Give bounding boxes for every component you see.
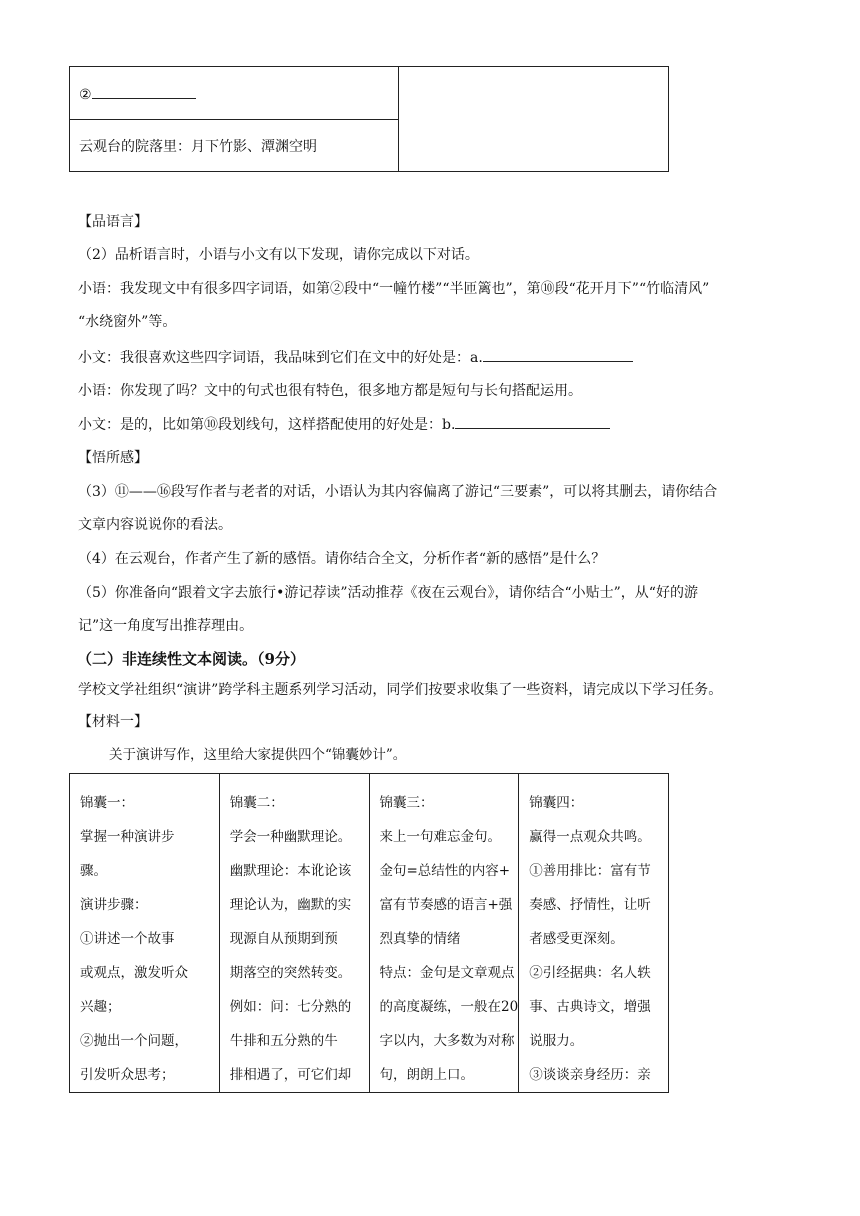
tip-line: 锦囊一： [80,795,134,811]
tip-column-4 [519,774,669,1093]
tip-line: 的高度凝练，一般在20 [379,999,519,1015]
dialogue-text: 小文：我很喜欢这些四字词语，我品味到它们在文中的好处是：a. [78,350,483,366]
section-heading-feeling: 【悟所感】 [78,450,148,466]
part-2-intro: 学校文学社组织“演讲”跨学科主题系列学习活动，同学们按要求收集了一些资料，请完成以下学习任务。 [78,682,723,698]
circled-number: ② [79,86,92,103]
question-3-cont: 文章内容说说你的看法。 [78,517,232,533]
tip-line: ③谈谈亲身经历：亲 [529,1067,651,1083]
tip-line: 烈真挚的情绪 [379,931,461,947]
dialogue-xiaoyu-1-cont: “水绕窗外”等。 [78,314,177,330]
tip-line: 现源自从预期到预 [229,931,338,947]
dialogue-xiaoyu-2: 小语：你发现了吗？文中的句式也很有特色，很多地方都是短句与长句搭配运用。 [78,383,582,399]
tip-line: ①善用排比：富有节 [529,863,651,879]
tip-line: 说服力。 [529,1033,584,1049]
answer-blank[interactable] [92,84,196,99]
dialogue-xiaowen-1 [78,347,633,368]
tip-line: 锦囊四： [529,795,584,811]
tip-line: 排相遇了，可它们却 [229,1067,352,1083]
tip-line: ②抛出一个问题， [80,1033,188,1049]
question-3: （3）⑪——⑯段写作者与老者的对话，小语认为其内容偏离了游记“三要素”，可以将其删去，请你结合 [78,484,718,500]
tip-line: 字以内，大多数为对称 [379,1033,515,1049]
tip-line: 例如：问：七分熟的 [229,999,352,1015]
tip-line: 或观点，激发听众 [80,965,188,981]
tip-line: ①讲述一个故事 [80,931,175,947]
tip-column-3 [369,774,519,1093]
material-1-intro: 关于演讲写作，这里给大家提供四个“锦囊妙计”。 [109,747,407,763]
question-5: （5）你准备向“跟着文字去旅行•游记荐读”活动推荐《夜在云观台》，请你结合“小贴士”，从“好的游 [78,585,698,601]
tip-line: 富有节奏感的语言+强 [379,897,513,913]
tip-line: ②引经据典：名人轶 [529,965,651,981]
tip-line: 赢得一点观众共鸣。 [529,829,651,845]
answer-blank-b[interactable] [455,414,610,429]
tip-line: 锦囊三： [379,795,434,811]
tip-line: 幽默理论：本讹论该 [229,863,352,879]
tips-table [69,773,669,1093]
tip-line: 特点：金句是文章观点 [379,965,515,981]
answer-blank-a[interactable] [483,347,633,362]
tip-line: 锦囊二： [229,795,284,811]
tip-line: 牛排和五分熟的牛 [229,1033,338,1049]
tip-column-2 [219,774,369,1093]
dialogue-xiaowen-2 [78,414,610,435]
tip-line: 理论认为，幽默的实 [229,897,352,913]
question-2-intro: （2）品析语言时，小语与小文有以下发现，请你完成以下对话。 [78,247,479,263]
tip-line: 掌握一种演讲步 [80,829,175,845]
tip-column-1 [70,774,220,1093]
tip-line: 金句=总结性的内容+ [379,863,511,879]
top-table-cell: 云观台的院落里：月下竹影、潭渊空明 [70,120,399,172]
top-table [69,66,669,172]
top-table-empty-cell [399,67,669,172]
section-heading-language: 【品语言】 [78,214,148,230]
tip-line: 骤。 [80,863,107,879]
tip-line: 学会一种幽默理论。 [229,829,352,845]
tip-line: 奏感、抒情性，让听 [529,897,651,913]
tip-line: 引发听众思考； [80,1067,175,1083]
top-table-cell [70,67,399,120]
tip-line: 者感受更深刻。 [529,931,624,947]
question-4: （4）在云观台，作者产生了新的感悟。请你结合全文，分析作者“新的感悟”是什么？ [78,551,606,567]
tip-line: 事、古典诗文，增强 [529,999,651,1015]
question-5-cont: 记”这一角度写出推荐理由。 [78,618,254,634]
tip-line: 句，朗朗上口。 [379,1067,474,1083]
tip-line: 兴趣； [80,999,121,1015]
dialogue-xiaoyu-1: 小语：我发现文中有很多四字词语，如第②段中“一幢竹楼”“半匝篱也”，第⑩段“花开月下”“竹临清风” [78,281,710,297]
tip-line: 演讲步骤： [80,897,148,913]
tip-line: 期落空的突然转变。 [229,965,352,981]
part-2-heading: （二）非连续性文本阅读。（9分） [77,650,305,668]
material-1-label: 【材料一】 [78,714,148,730]
dialogue-text: 小文：是的，比如第⑩段划线句，这样搭配使用的好处是：b. [78,417,456,433]
tip-line: 来上一句难忘金句。 [379,829,501,845]
